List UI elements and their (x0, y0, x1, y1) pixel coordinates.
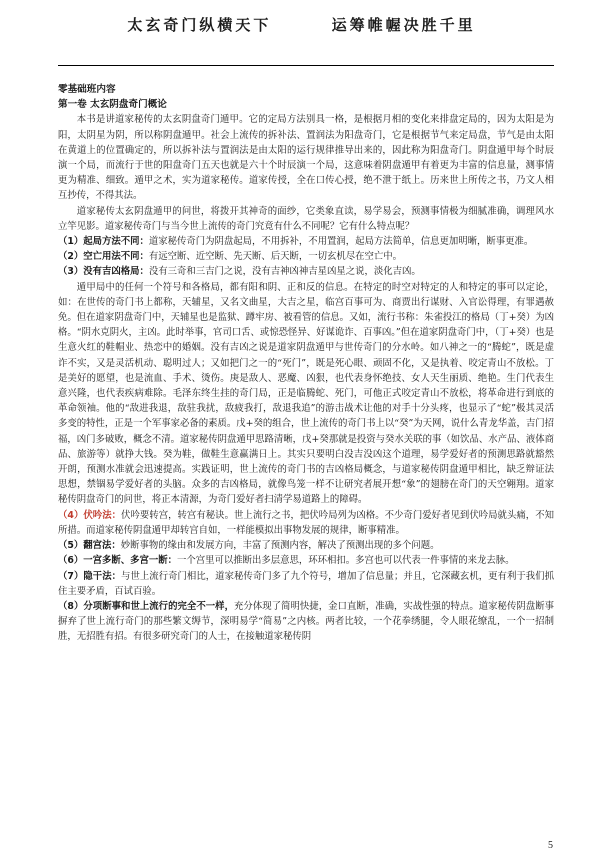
list-item-text: 一个宫里可以推断出多层意思，环环相扣。多宫也可以代表一件事情的来龙去脉。 (177, 555, 515, 567)
page-header (0, 14, 603, 35)
list-item (58, 508, 554, 538)
list-item (58, 569, 554, 599)
list-item-text: 妙断事物的缘由和发展方向，丰富了预测内容，解决了预测出现的多个问题。 (120, 540, 440, 552)
list-item-lead: （4）伏吟法： (58, 509, 122, 521)
list-item-text: 道家秘传奇门为阴盘起局，不用拆补，不用置润，起局方法简单，信息更加明晰，断事更准。 (148, 236, 534, 248)
list-item-text: 有远空断、近空断、先天断、后天断，一切玄机尽在空亡中。 (148, 251, 403, 263)
page-body (58, 82, 554, 645)
chapter-title: 第一卷 太玄阴盘奇门概论 (58, 99, 167, 111)
list-item-lead: （1）起局方法不同： (58, 236, 149, 248)
list-item-lead: （3）没有吉凶格局： (58, 266, 149, 278)
paragraph-long: 遁甲局中的任何一个符号和各格局，都有阳和阴、正和反的信息。在特定的时空对特定的人和特定的事可以定论，如：在世传的奇门书上都称，天辅星，又名文曲星，大吉之星，临宫百事可为、商贾出行谋财、入官讼得理，有罪遇赦免。但在道家阴盘奇门中，天辅星也是监狱、蹲牢房、被看管的信息。又如，流行书称：朱雀投江的格局（丁+癸）为凶格。“阴水克阴火，主凶。此时举事，官司口舌、或惊恐怪异、好谋诡诈、百事凶。”但在道家阴盘奇门中，（丁+癸）也是生意火红的鞋帽业、热恋中的婚姻。没有吉凶之说是道家阴盘遁甲与世传奇门的分水岭。如八神之一的“腾蛇”，既是虚诈不实，又是灵活机动、聪明过人；又如把门之一的“死门”，既是死心眼、顽固不化，又是执着、咬定青山不放松。丁是美好的愿望，也是流血、手术、烫伤。庚是敌人、恶魔、凶狠，也代表身怀绝技、女人天生丽质、绝艳。生门代表生意兴隆，也代表疾病难除。毛泽东终生挂的奇门局，正是临腾蛇、死门，可他正式咬定青山不放松，将革命进行到底的革命领袖。他的“敌进我退，敌驻我扰，敌疲我打，敌退我追”的游击战术让他的对手十分头疼，也显示了“蛇”极其灵活多变的特性，正是一个军事家必备的素质。戊+癸的组合，世上流传的奇门书上以“癸”为天网，说什么青龙华盖，吉门招福，凶门多破败，概念不清。道家秘传阴盘遁甲思路清晰，戊+癸那就是投资与癸水关联的事（如饮品、水产品、液体商品、旅游等）就挣大钱。癸为鞋，做鞋生意赢满日上。其实只要明白没吉没凶这个道理，易学爱好者的预测思路就豁然开朗，预测水准就会迅速提高。实践证明，世上流传的奇门书的吉凶格局概念，与道家秘传阴盘遁甲相比，缺乏辩证法思想，禁锢易学爱好者的头脑。众多的吉凶格局，就像鸟笼一样不让研究者展开想“象”的翅膀在奇门的天空翱翔。道家秘传阴盘奇门的问世，将正本清源，为奇门爱好者扫清学易道路上的障碍。 (58, 281, 554, 506)
list-item (58, 553, 554, 568)
list-item-lead: （8）分项断事和世上流行的完全不一样， (58, 600, 234, 612)
list-item (58, 538, 554, 553)
list-item (58, 234, 554, 249)
paragraph: 本书是讲道家秘传的太玄阴盘奇门遁甲。它的定局方法别具一格，是根据月相的变化来排盘定局的，因为太阳是为阳，太阴星为阴，所以称阴盘遁甲。社会上流传的拆补法、置润法为阳盘奇门，它是根据节气来定局盘，节气是由太阳在黄道上的位置确定的，所以拆补法与置润法是由太阳的运行规律推导出来的，因此称为阳盘奇门。阴盘遁甲每个时辰演一个局，而流行于世的阳盘奇门五天也就是六十个时辰演一个局，这意味着阴盘遁甲有着更为丰富的信息量，测事情更为精准、细致。遁甲之术，实为道家秘传。道家传授，全在口传心授，绝不泄于纸上。历来世上所传之书，乃文人相互抄传，不得其法。 (58, 114, 554, 202)
section-title: 零基础班内容 (58, 84, 116, 95)
list-item-text: 伏吟要转宫，转宫有秘诀。世上流行之书，把伏吟局列为凶格。不少奇门爱好者见到伏吟局就头痛，不知所措。而道家秘传阴盘遁甲却转宫自如，一样能模拟出事物发展的规律，断事精准。 (58, 509, 554, 536)
header-left-text: 太玄奇门纵横天下 (127, 16, 272, 34)
list-item (58, 264, 554, 279)
list-item (58, 599, 554, 645)
list-item-text: 与世上流行奇门相比，道家秘传奇门多了九个符号，增加了信息量；并且，它深藏玄机，更有利于我们抓住主要矛盾，百试百验。 (58, 570, 554, 597)
page-number: 5 (548, 840, 553, 851)
paragraph: 道家秘传太玄阴盘遁甲的问世，将拨开其神奇的面纱，它类象直读，易学易会，预测事情极为细腻准确，调理风水立竿见影。道家秘传奇门与当今世上流传的奇门究竟有什么不同呢？它有什么特点呢？ (58, 205, 554, 232)
header-right-text: 运筹帷幄决胜千里 (331, 16, 476, 34)
list-item-lead: （2）空亡用法不同： (58, 251, 149, 263)
list-item-text: 没有三奇和三吉门之说，没有吉神凶神吉星凶星之说，淡化吉凶。 (148, 266, 421, 278)
list-item (58, 249, 554, 264)
list-item-text: 充分体现了简明快捷，金口直断，准确，实战性强的特点。道家秘传阴盘断事摒弃了世上流行奇门的那些繁文缛节，深明易学“简易”之内核。两者比较，一个花拳绣腿，令人眼花缭乱，一个一招制胜，无招胜有招。有很多研究奇门的人士，在接触道家秘传阴 (58, 600, 554, 643)
list-item-lead: （6）一宫多断、多宫一断： (58, 555, 178, 567)
list-item-lead: （5）翻宫法： (58, 540, 121, 552)
list-item-lead: （7）隐干法： (58, 570, 122, 582)
header-rule (58, 65, 554, 66)
